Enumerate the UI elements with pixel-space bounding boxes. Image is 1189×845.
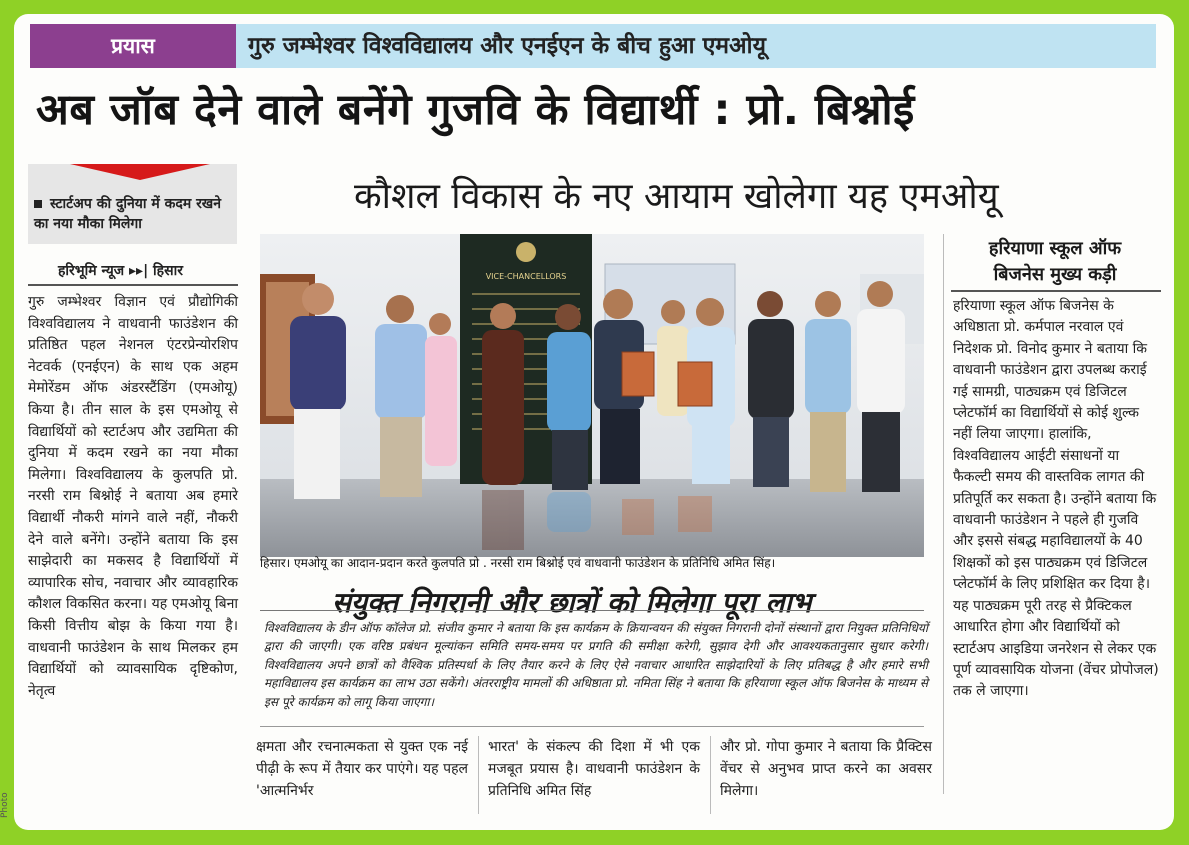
bottom-column-2: भारत' के संकल्प की दिशा में भी एक मजबूत प्रयास है। वाधवानी फाउंडेशन के प्रतिनिधि अमित सिंह <box>488 739 700 799</box>
sidebar-heading-line1: हरियाणा स्कूल ऑफ <box>988 238 1122 259</box>
byline: हरिभूमि न्यूज ▸▸| हिसार <box>58 263 183 279</box>
square-bullet-icon <box>34 200 42 208</box>
divider <box>710 736 711 814</box>
divider <box>260 726 924 727</box>
sidebar-heading-line2: बिजनेस मुख्य कड़ी <box>993 264 1117 285</box>
box-heading: संयुक्त निगरानी और छात्रों को मिलेगा पूरा लाभ <box>332 586 812 619</box>
highlight-text: स्टार्टअप की दुनिया में कदम रखने का नया मौका मिलेगा <box>34 196 222 232</box>
headline: अब जॉब देने वाले बनेंगे गुजवि के विद्यार्थी : प्रो. बिश्नोई <box>36 85 915 135</box>
header-tagline: गुरु जम्भेश्वर विश्वविद्यालय और एनईएन के बीच हुआ एमओयू <box>236 24 1156 68</box>
sidebar-text: हरियाणा स्कूल ऑफ बिजनेस के अधिष्ठाता प्रो. कर्मपाल नरवाल एवं निदेशक प्रो. विनोद कुमार ने बताया कि वाधवानी फाउंडेशन द्वारा उपलब्ध कराई गई सामग्री, पाठ्यक्रम एवं डिजिटल प्लेटफॉर्म का विद्यार्थियों से कोई शुल्क नहीं लिया जाएगा। हालांकि, विश्वविद्यालय आईटी संसाधनों या फैकल्टी समय की वास्तविक लागत की प्रतिपूर्ति कर सकता है। उन्होंने बताया कि वाधवानी फाउंडेशन ने पहले ही गुजवि और इससे संबद्ध महाविद्यालयों के 40 शिक्षकों को इस पाठ्यक्रम एवं डिजिटल प्लेटफॉर्म के लिए प्रशिक्षित कर दिया है। यह पाठ्यक्रम पूरी तरह से प्रैक्टिकल आधारित होगा और विद्यार्थियों को स्टार्टअप आइडिया जनरेशन से लेकर एक पूर्ण व्यावसायिक योजना (वेंचर प्रोपोजल) तक ले जाएगा। <box>953 298 1159 700</box>
box-text: विश्वविद्यालय के डीन ऑफ कॉलेज प्रो. संजीव कुमार ने बताया कि इस कार्यक्रम के क्रियान्वयन की संयुक्त निगरानी दोनों संस्थानों द्वारा नियुक्त प्रतिनिधियों द्वारा की जाएगी। एक वरिष्ठ प्रबंधन मूल्यांकन समिति समय-समय पर प्रगति की समीक्षा करेगी, सुझाव देगी और आवश्यकतानुसार सुधार करेगी। विश्वविद्यालय अपने छात्रों को वैश्विक प्रतिस्पर्धा के लिए तैयार करने के लिए ऐसे नवाचार आधारित साझेदारियों के लिए प्रतिबद्ध है और हमारे सभी महाविद्यालय इस कार्यक्रम का लाभ उठा सकेंगे। अंतरराष्ट्रीय मामलों की अधिष्ठाता प्रो. नमिता सिंह ने बताया कि हरियाणा स्कूल ऑफ बिजनेस के माध्यम से इस पूरे कार्यक्रम को लागू किया जाएगा। <box>264 621 928 709</box>
section-tag: प्रयास <box>30 24 236 68</box>
subheadline: कौशल विकास के नए आयाम खोलेगा यह एमओयू <box>354 176 999 217</box>
edge-text: Photo <box>0 792 10 818</box>
bottom-column-3: और प्रो. गोपा कुमार ने बताया कि प्रैक्टिस वेंचर से अनुभव प्राप्त करने का अवसर मिलेगा। <box>720 739 932 799</box>
divider <box>260 610 924 611</box>
left-column-text: गुरु जम्भेश्वर विज्ञान एवं प्रौद्योगिकी विश्वविद्यालय ने वाधवानी फाउंडेशन की प्रतिष्ठित पहल नेशनल एंटरप्रेन्योरशिप नेटवर्क (एनईएन) के साथ एक अहम मेमोरेंडम ऑफ अंडरस्टैंडिंग (एमओयू) किया है। तीन साल के इस एमओयू से विद्यार्थियों को स्टार्टअप और उद्यमिता की दुनिया में कदम रखने का नया मौका मिलेगा। विश्वविद्यालय के कुलपति प्रो. नरसी राम बिश्नोई ने बताया अब हमारे विद्यार्थी नौकरी मांगने वाले नहीं, नौकरी देने वाले बनेंगे। उन्होंने बताया कि इस साझेदारी का मकसद है विद्यार्थियों में व्यापारिक सोच, नवाचार और व्यावहारिक कौशल विकसित करना। यह एमओयू बिना किसी वित्तीय बोझ के किया गया है। वाधवानी फाउंडेशन के साथ मिलकर हम विद्यार्थियों को व्यावसायिक दृष्टिकोण, नेतृत्व <box>28 294 238 699</box>
photo-caption: हिसार। एमओयू का आदान-प्रदान करते कुलपति प्रो . नरसी राम बिश्नोई एवं वाधवानी फाउंडेशन के प्रतिनिधि अमित सिंह। <box>260 556 776 570</box>
divider <box>943 234 944 794</box>
photo-illustration <box>260 234 924 557</box>
divider <box>478 736 479 814</box>
highlight-text-wrap <box>34 194 234 234</box>
newspaper-clipping <box>14 14 1174 830</box>
chevron-icon <box>70 164 210 180</box>
news-photo <box>260 234 924 557</box>
highlight-box <box>28 164 237 244</box>
board-text: VICE-CHANCELLORS <box>485 272 567 281</box>
sidebar-heading <box>950 236 1160 288</box>
bottom-column-1: क्षमता और रचनात्मकता से युक्त एक नई पीढ़ी के रूप में तैयार कर पाएंगे। यह पहल 'आत्मनिर्भर <box>256 739 468 799</box>
divider <box>951 290 1161 292</box>
divider <box>28 284 238 286</box>
header-bar <box>30 24 1156 68</box>
